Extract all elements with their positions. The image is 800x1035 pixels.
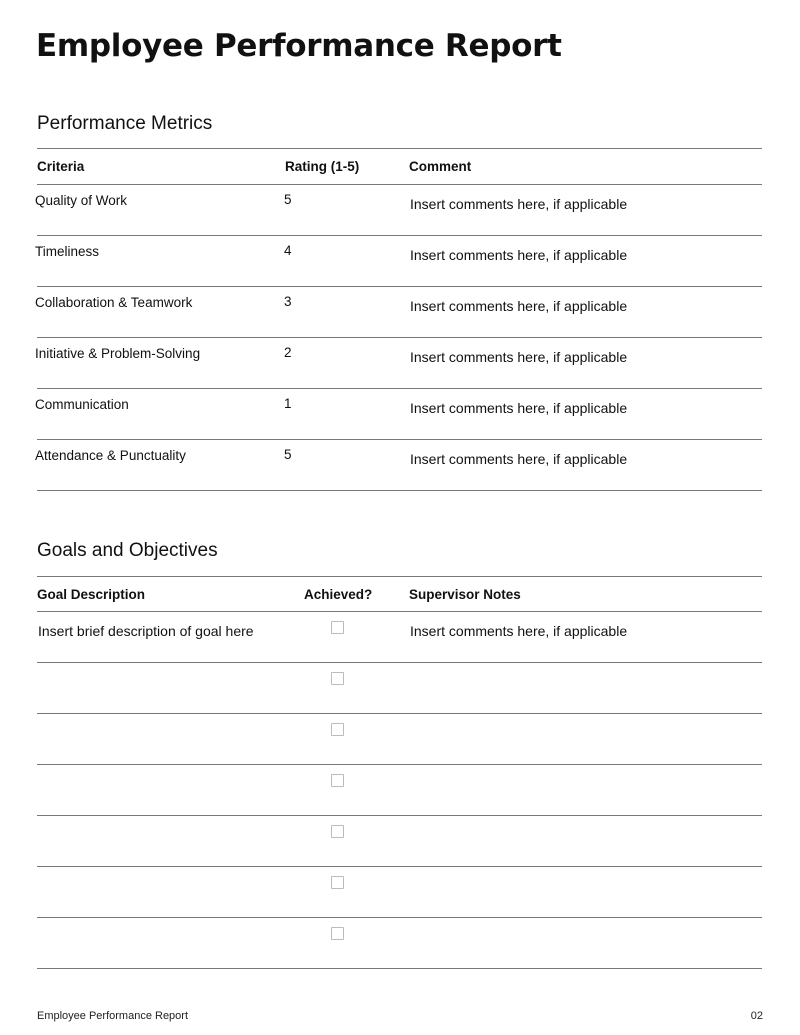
footer-label: Employee Performance Report <box>37 1010 189 1022</box>
rating-cell: 2 <box>284 345 292 360</box>
table-row <box>37 866 762 917</box>
page-number: 02 <box>750 1010 763 1022</box>
goal-description-cell[interactable]: Insert brief description of goal here <box>38 623 254 639</box>
criteria-cell: Quality of Work <box>35 193 128 208</box>
table-row <box>37 235 762 286</box>
goals-heading: Goals and Objectives <box>37 540 218 561</box>
table-row <box>37 388 762 439</box>
table-rule <box>37 490 762 491</box>
page-title: Employee Performance Report <box>36 28 562 64</box>
comment-cell[interactable]: Insert comments here, if applicable <box>410 247 628 263</box>
column-header-comment: Comment <box>409 159 472 174</box>
comment-cell[interactable]: Insert comments here, if applicable <box>410 196 628 212</box>
comment-cell[interactable]: Insert comments here, if applicable <box>410 349 628 365</box>
table-row <box>37 662 762 713</box>
table-row <box>37 286 762 337</box>
criteria-cell: Communication <box>35 397 129 412</box>
achieved-checkbox[interactable] <box>331 876 344 889</box>
table-rule <box>37 968 762 969</box>
column-header-achieved: Achieved? <box>304 587 373 602</box>
column-header-goal-description: Goal Description <box>37 587 146 602</box>
column-header-supervisor-notes: Supervisor Notes <box>409 587 521 602</box>
column-header-rating: Rating (1-5) <box>285 159 360 174</box>
table-row <box>37 815 762 866</box>
criteria-cell: Collaboration & Teamwork <box>35 295 193 310</box>
table-row <box>37 439 762 490</box>
table-row <box>37 337 762 388</box>
rating-cell: 5 <box>284 192 292 207</box>
table-row <box>37 184 762 235</box>
criteria-cell: Attendance & Punctuality <box>35 448 186 463</box>
achieved-checkbox[interactable] <box>331 927 344 940</box>
rating-cell: 5 <box>284 447 292 462</box>
supervisor-notes-cell[interactable]: Insert comments here, if applicable <box>410 623 628 639</box>
comment-cell[interactable]: Insert comments here, if applicable <box>410 451 628 467</box>
table-rule <box>37 576 762 577</box>
criteria-cell: Initiative & Problem-Solving <box>35 346 201 361</box>
achieved-checkbox[interactable] <box>331 621 344 634</box>
table-row <box>37 713 762 764</box>
criteria-cell: Timeliness <box>35 244 100 259</box>
achieved-checkbox[interactable] <box>331 723 344 736</box>
table-row <box>37 917 762 968</box>
table-row <box>37 611 762 662</box>
comment-cell[interactable]: Insert comments here, if applicable <box>410 400 628 416</box>
comment-cell[interactable]: Insert comments here, if applicable <box>410 298 628 314</box>
table-rule <box>37 148 762 149</box>
achieved-checkbox[interactable] <box>331 825 344 838</box>
rating-cell: 3 <box>284 294 292 309</box>
achieved-checkbox[interactable] <box>331 774 344 787</box>
table-row <box>37 764 762 815</box>
column-header-criteria: Criteria <box>37 159 85 174</box>
metrics-heading: Performance Metrics <box>37 113 213 134</box>
rating-cell: 4 <box>284 243 292 258</box>
rating-cell: 1 <box>284 396 292 411</box>
achieved-checkbox[interactable] <box>331 672 344 685</box>
